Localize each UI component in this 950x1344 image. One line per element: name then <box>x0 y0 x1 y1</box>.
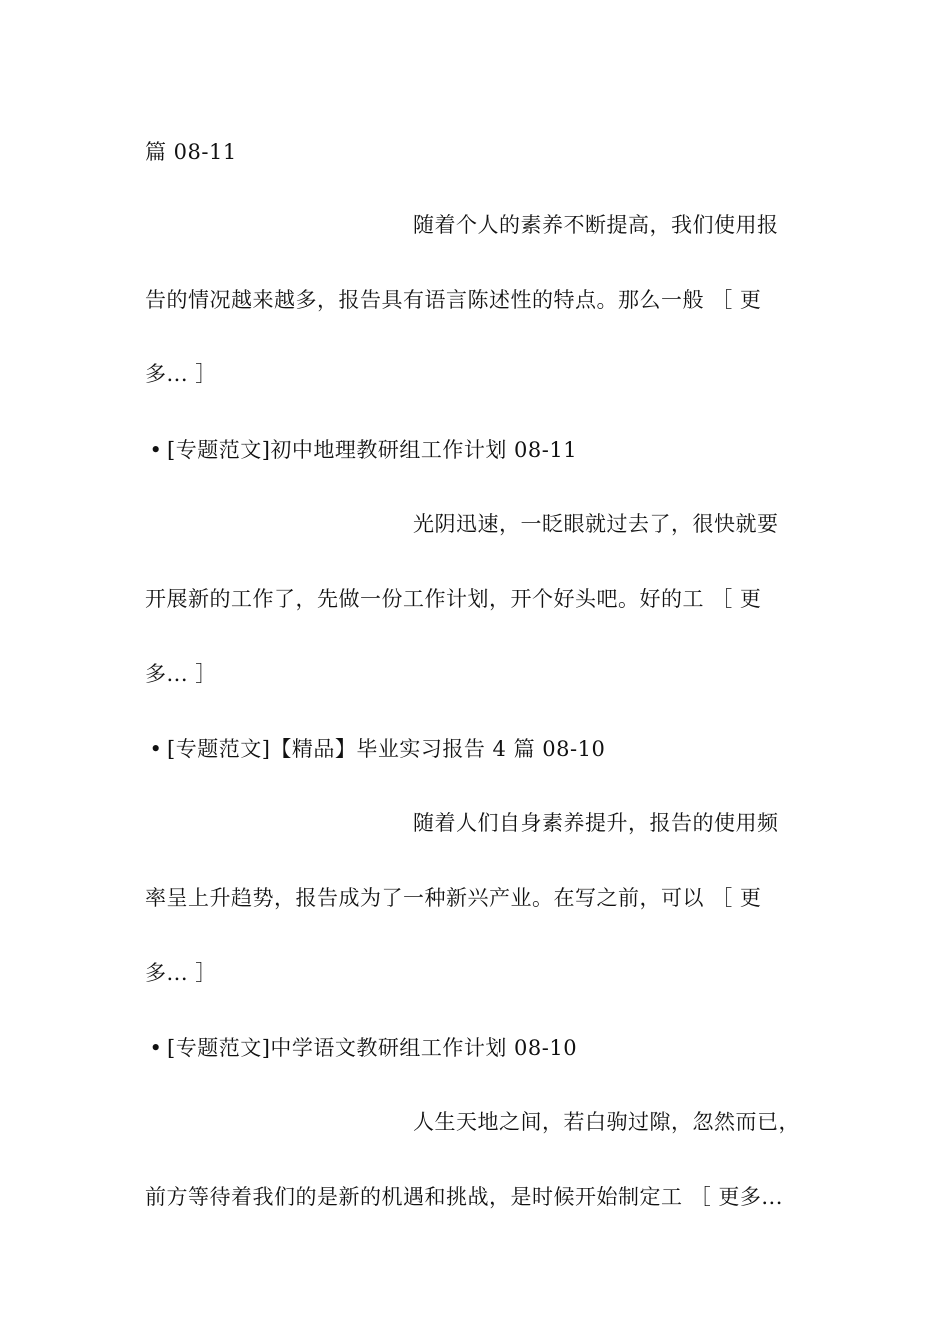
bullet-icon: • <box>149 737 163 761</box>
bullet-icon: • <box>149 1036 163 1060</box>
more-link[interactable]: ［ 更 <box>711 587 762 611</box>
bullet-icon: • <box>149 438 163 462</box>
entry-summary-line <box>413 210 779 240</box>
more-link[interactable]: ［ 更 <box>711 886 762 910</box>
entry-title[interactable] <box>145 1033 577 1063</box>
entry-summary-text: 开展新的工作了，先做一份工作计划，开个好头吧。好的工 <box>145 587 704 611</box>
entry-summary-line <box>145 359 217 389</box>
entry-summary-text: 光阴迅速，一眨眼就过去了，很快就要 <box>413 512 779 536</box>
entry-title-text[interactable]: [专题范文]中学语文教研组工作计划 08-10 <box>167 1036 578 1060</box>
entry-summary-text: 前方等待着我们的是新的机遇和挑战，是时候开始制定工 <box>145 1185 683 1209</box>
entry-summary-line <box>145 584 761 614</box>
entry-title-text[interactable]: [专题范文]【精品】毕业实习报告 4 篇 08-10 <box>167 737 606 761</box>
entry-summary-text: 告的情况越来越多，报告具有语言陈述性的特点。那么一般 <box>145 288 704 312</box>
entry-summary-line <box>145 1182 783 1212</box>
more-link[interactable]: ［ 更多... <box>689 1185 783 1209</box>
entry-summary-text: 随着人们自身素养提升，报告的使用频 <box>413 811 779 835</box>
entry-summary-line <box>413 509 779 539</box>
more-link[interactable]: 多... ］ <box>145 961 217 985</box>
entry-summary-line <box>145 285 761 315</box>
entry-summary-line <box>413 1107 800 1137</box>
entry-title[interactable] <box>145 137 237 167</box>
more-link[interactable]: 多... ］ <box>145 362 217 386</box>
entry-summary-line <box>145 958 217 988</box>
entry-title-text[interactable]: 篇 08-11 <box>145 140 237 164</box>
entry-summary-text: 人生天地之间，若白驹过隙，忽然而已， <box>413 1110 800 1134</box>
entry-summary-line <box>413 808 779 838</box>
more-link[interactable]: 多... ］ <box>145 662 217 686</box>
more-link[interactable]: ［ 更 <box>711 288 762 312</box>
entry-title[interactable] <box>145 435 577 465</box>
entry-summary-text: 率呈上升趋势，报告成为了一种新兴产业。在写之前，可以 <box>145 886 704 910</box>
entry-summary-line <box>145 659 217 689</box>
entry-summary-line <box>145 883 761 913</box>
entry-summary-text: 随着个人的素养不断提高，我们使用报 <box>413 213 779 237</box>
entry-title[interactable] <box>145 734 605 764</box>
entry-title-text[interactable]: [专题范文]初中地理教研组工作计划 08-11 <box>167 438 578 462</box>
